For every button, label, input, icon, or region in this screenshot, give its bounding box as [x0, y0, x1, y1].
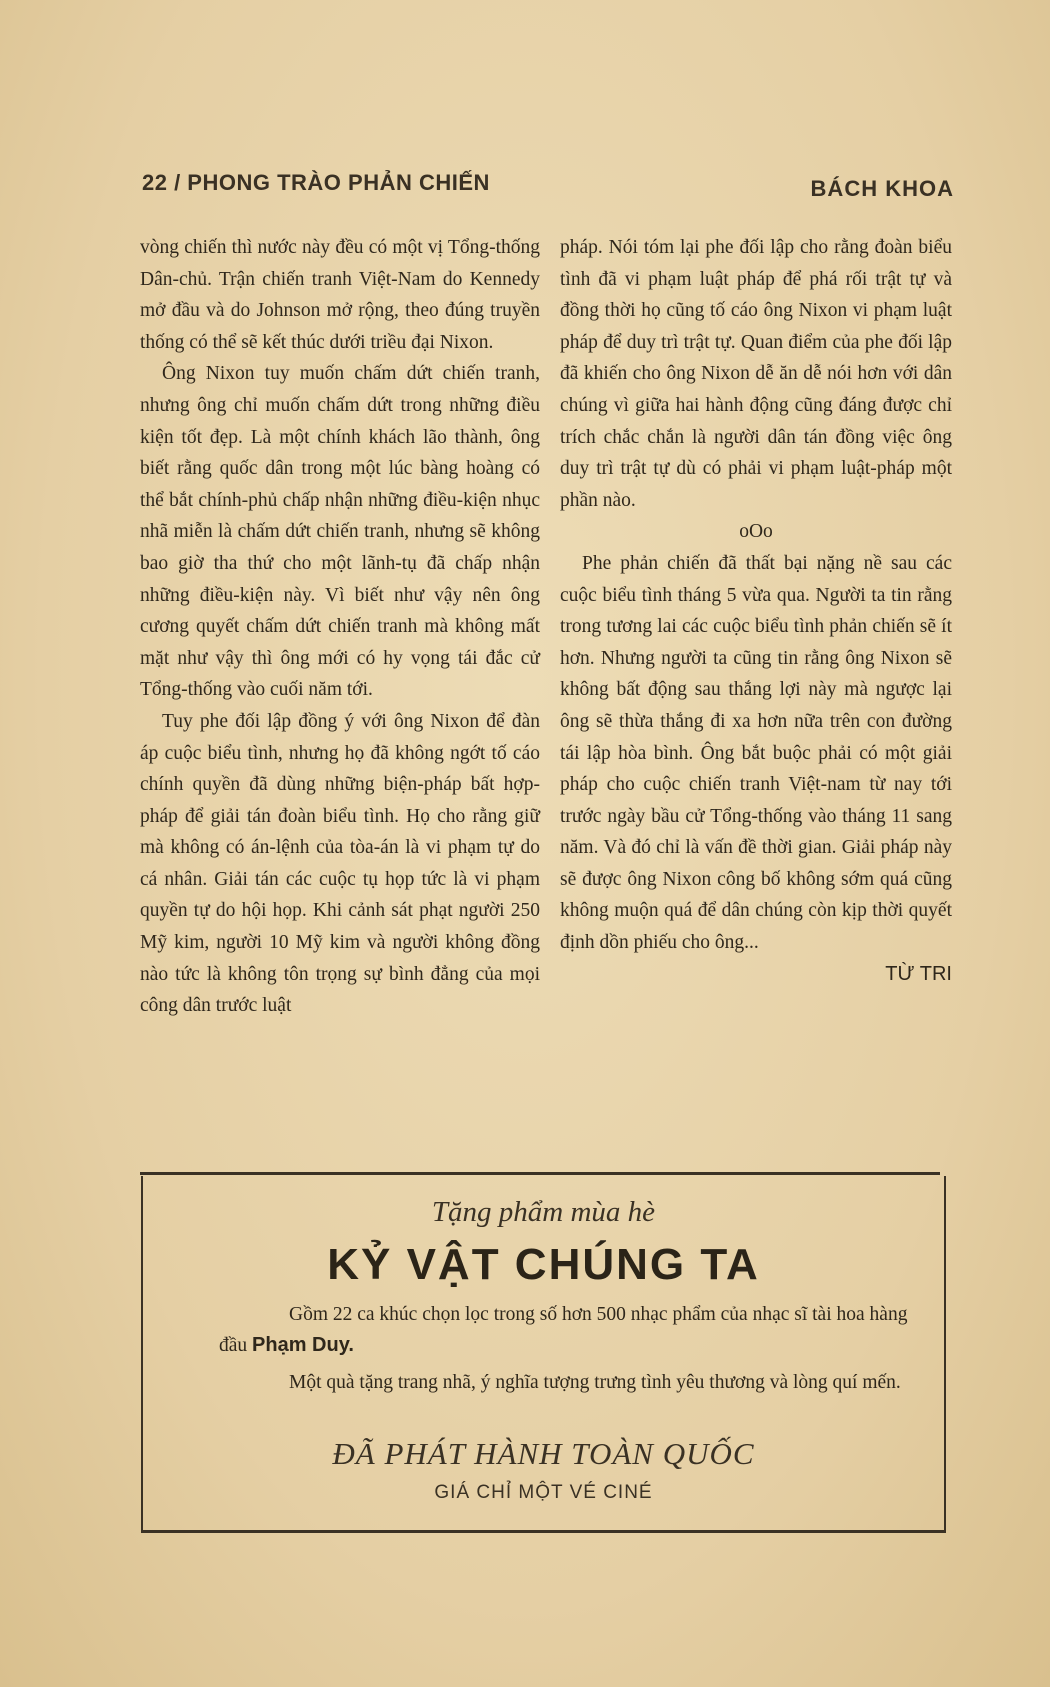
ad-artist-name: Phạm Duy.	[252, 1334, 354, 1356]
ad-tagline: Tặng phẩm mùa hè	[431, 1196, 656, 1228]
ad-description-1	[219, 1300, 919, 1361]
header-page-title: 22 / PHONG TRÀO PHẢN CHIẾN	[142, 170, 490, 195]
ad-title: KỶ VẬT CHÚNG TA	[327, 1240, 760, 1289]
author-signature: TỪ TRI	[885, 962, 952, 985]
header-magazine-name: BÁCH KHOA	[810, 176, 954, 201]
left-paragraph-2: Ông Nixon tuy muốn chấm dứt chiến tranh, nhưng ông chỉ muốn chấm dứt trong những điều kiện tốt đẹp. Là một chính khách lão thành, ông biết rằng quốc dân trong một lúc bàng hoàng có thể bắt chính-phủ chấp nhận những điều-kiện nhục nhã miễn là chấm dứt chiến tranh, nhưng sẽ không bao giờ tha thứ cho một lãnh-tụ đã chấp nhận những điều-kiện này. Vì biết như vậy nên ông cương quyết chấm dứt chiến tranh mà không mất mặt như vậy thì ông mới có hy vọng tái đắc cử Tổng-thống vào cuối năm tới.	[140, 363, 540, 701]
right-paragraph-1: pháp. Nói tóm lại phe đối lập cho rằng đoàn biểu tình đã vi phạm luật pháp để phá rối trật tự và đồng thời họ cũng tố cáo ông Nixon vi phạm luật pháp để duy trì trật tự. Quan điểm của phe đối lập đã khiến cho ông Nixon dễ ăn dễ nói hơn với dân chúng vì giữa hai hành động cũng đáng được chỉ trích chắc chắn là người dân tán đồng việc ông duy trì trật tự dù có phải vi phạm luật-pháp một phần nào.	[560, 237, 952, 511]
left-paragraph-1: vòng chiến thì nước này đều có một vị Tổng-thống Dân-chủ. Trận chiến tranh Việt-Nam do Kennedy mở đầu và do Johnson mở rộng, theo đúng truyền thống có thể sẽ kết thúc dưới triều đại Nixon.	[140, 237, 540, 353]
advertisement-box	[141, 1176, 946, 1533]
left-paragraph-3: Tuy phe đối lập đồng ý với ông Nixon để đàn áp cuộc biểu tình, nhưng họ đã không ngớt tố cáo chính quyền đã dùng những biện-pháp bất hợp-pháp để giải tán đoàn biểu tình. Họ cho rằng giữ mà không có án-lệnh của tòa-án là vi phạm tự do cá nhân. Giải tán các cuộc tụ họp tức là vi phạm quyền tự do hội họp. Khi cảnh sát phạt người 250 Mỹ kim, người 10 Mỹ kim và người không đồng nào tức là không tôn trọng sự bình đẳng của mọi công dân trước luật	[140, 710, 540, 1017]
section-separator: oOo	[739, 521, 773, 543]
right-column	[560, 232, 952, 990]
ad-top-rule	[140, 1172, 940, 1175]
right-paragraph-2: Phe phản chiến đã thất bại nặng nề sau các cuộc biểu tình tháng 5 vừa qua. Người ta tin rằng trong tương lai các cuộc biểu tình phản chiến sẽ ít hơn. Nhưng người ta cũng tin rằng ông Nixon sẽ không bất động sau thắng lợi này mà ngược lại ông sẽ thừa thắng đi xa hơn nữa trên con đường tái lập hòa bình. Ông bắt buộc phải có một giải pháp cho cuộc chiến tranh Việt-nam từ nay tới trước ngày bầu cử Tổng-thống vào tháng 11 sang năm. Và đó chỉ là vấn đề thời gian. Giải pháp này sẽ được ông Nixon công bố không sớm quá cũng không muộn quá để dân chúng còn kịp thời quyết định dồn phiếu cho ông...	[560, 552, 952, 954]
ad-description-1-text: Gồm 22 ca khúc chọn lọc trong số hơn 500 nhạc phẩm của nhạc sĩ tài hoa hàng đầu	[219, 1304, 908, 1356]
left-column	[140, 232, 540, 1022]
ad-release-notice: ĐÃ PHÁT HÀNH TOÀN QUỐC	[332, 1436, 755, 1471]
ad-description-2: Một quà tặng trang nhã, ý nghĩa tượng trưng tình yêu thương và lòng quí mến.	[289, 1372, 901, 1393]
page-header	[142, 170, 954, 206]
ad-price: GIÁ CHỈ MỘT VÉ CINÉ	[434, 1482, 653, 1503]
